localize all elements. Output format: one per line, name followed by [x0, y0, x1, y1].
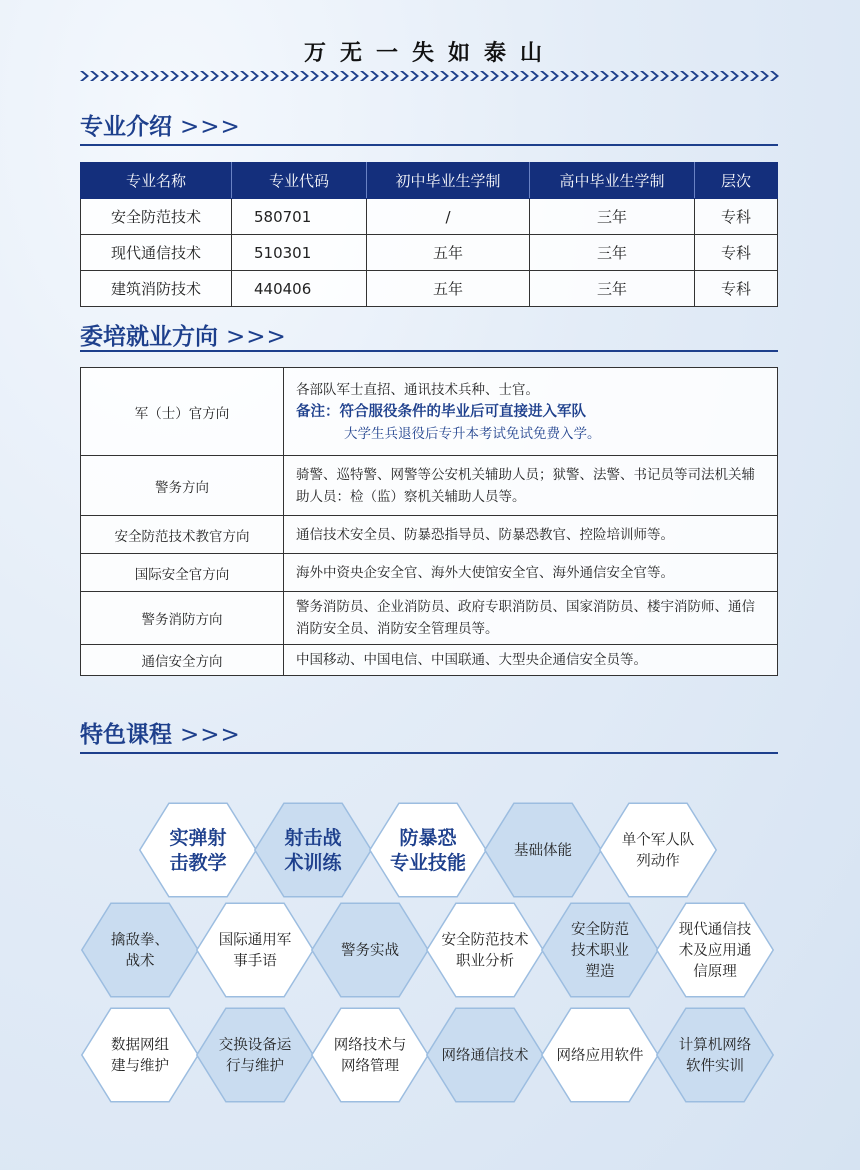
direction-desc: 通信技术安全员、防暴恐指导员、防暴恐教官、控险培训师等。	[284, 516, 778, 554]
direction-label: 军（士）官方向	[81, 368, 284, 456]
course-hex	[427, 903, 543, 997]
header-cell: 专业名称	[81, 163, 232, 199]
course-label: 网络管理	[341, 1058, 399, 1075]
course-hex	[197, 903, 313, 997]
hex-shape	[312, 1008, 428, 1102]
direction-desc: 警务消防员、企业消防员、政府专职消防员、国家消防员、楼宇消防师、通信消防安全员、消防安全管理员等。	[284, 592, 778, 645]
course-label: 软件实训	[686, 1058, 744, 1075]
course-label: 术训练	[284, 852, 342, 875]
hex-shape	[197, 1008, 313, 1102]
course-hex	[600, 803, 716, 897]
direction-label: 通信安全方向	[81, 645, 284, 676]
section-title-intro-text: 专业介绍	[80, 114, 172, 140]
course-hex	[542, 903, 658, 997]
course-label: 技术职业	[571, 943, 629, 960]
table-cell: 五年	[367, 271, 530, 307]
course-label: 网络应用软件	[556, 1048, 644, 1065]
course-label: 射击战	[284, 827, 342, 850]
hex-shape	[255, 803, 371, 897]
chevron-right-icon: >>>	[180, 114, 241, 140]
course-hex	[82, 1008, 198, 1102]
table-cell: 建筑消防技术	[81, 271, 232, 307]
chevron-right-icon: >>>	[180, 722, 241, 748]
course-label: 数据网组	[111, 1037, 169, 1054]
table-cell: 580701	[232, 199, 367, 235]
course-label: 击教学	[169, 852, 227, 875]
direction-note: 备注：符合服役条件的毕业后可直接进入军队	[296, 403, 586, 420]
course-hex	[657, 1008, 773, 1102]
table-cell: 现代通信技术	[81, 235, 232, 271]
direction-label: 国际安全官方向	[81, 554, 284, 592]
table-cell: 三年	[530, 235, 695, 271]
hex-shape	[140, 803, 256, 897]
course-hex	[370, 803, 486, 897]
table-cell: 510301	[232, 235, 367, 271]
table-cell: 三年	[530, 199, 695, 235]
direction-desc: 骑警、巡特警、网警等公安机关辅助人员；狱警、法警、书记员等司法机关辅助人员：检（监）察机关辅助人员等。	[284, 456, 778, 516]
table-cell: /	[367, 199, 530, 235]
course-label: 国际通用军	[218, 932, 292, 949]
course-label: 擒敌拳、	[111, 932, 169, 949]
course-hex	[427, 1008, 543, 1102]
course-hex	[140, 803, 256, 897]
course-label: 单个军人队	[621, 832, 695, 849]
course-hex	[255, 803, 371, 897]
table-cell: 安全防范技术	[81, 199, 232, 235]
course-label: 计算机网络	[678, 1037, 752, 1054]
course-hex	[657, 903, 773, 997]
course-label: 列动作	[636, 853, 680, 870]
direction-label: 警务方向	[81, 456, 284, 516]
course-hex	[82, 903, 198, 997]
course-label: 防暴恐	[399, 827, 457, 850]
table-cell: 440406	[232, 271, 367, 307]
hex-shape	[657, 1008, 773, 1102]
hex-shape	[197, 903, 313, 997]
course-label: 行与维护	[226, 1058, 284, 1075]
header-cell: 初中毕业生学制	[367, 163, 530, 199]
header-cell: 专业代码	[232, 163, 367, 199]
course-hex	[542, 1008, 658, 1102]
table-cell: 五年	[367, 235, 530, 271]
table-cell: 三年	[530, 271, 695, 307]
course-label: 安全防范	[571, 922, 629, 939]
hex-shape	[600, 803, 716, 897]
course-hex	[312, 1008, 428, 1102]
direction-desc: 海外中资央企安全官、海外大使馆安全官、海外通信安全官等。	[284, 554, 778, 592]
course-label: 警务实战	[341, 943, 399, 960]
table-cell: 专科	[695, 235, 778, 271]
course-label: 信原理	[693, 964, 737, 981]
header-cell: 高中毕业生学制	[530, 163, 695, 199]
course-label: 基础体能	[514, 843, 572, 860]
course-hex	[485, 803, 601, 897]
hex-shape	[82, 1008, 198, 1102]
course-label: 实弹射	[169, 827, 227, 850]
course-label: 专业技能	[389, 852, 467, 875]
header-cell: 层次	[695, 163, 778, 199]
chevron-right-icon: >>>	[226, 324, 287, 350]
course-label: 网络通信技术	[441, 1048, 529, 1065]
course-hex	[312, 903, 428, 997]
course-label: 战术	[125, 953, 155, 970]
course-label: 职业分析	[456, 953, 514, 970]
direction-desc: 中国移动、中国电信、中国联通、大型央企通信安全员等。	[284, 645, 778, 676]
section-title-directions-text: 委培就业方向	[80, 324, 218, 350]
course-label: 网络技术与	[333, 1037, 407, 1054]
course-label: 塑造	[585, 964, 615, 981]
course-label: 安全防范技术	[441, 932, 529, 949]
course-hex	[197, 1008, 313, 1102]
direction-note-sub: 大学生兵退役后专升本考试免试免费入学。	[344, 425, 601, 442]
course-label: 交换设备运	[218, 1037, 292, 1054]
motto: 万无一失如泰山	[303, 40, 556, 66]
direction-label: 警务消防方向	[81, 592, 284, 645]
course-label: 现代通信技	[678, 922, 752, 939]
hex-shape	[427, 903, 543, 997]
hex-shape	[82, 903, 198, 997]
direction-desc-text: 各部队军士直招、通讯技术兵种、士官。	[296, 381, 539, 398]
section-title-courses-text: 特色课程	[80, 722, 172, 748]
table-cell: 专科	[695, 271, 778, 307]
direction-label: 安全防范技术教官方向	[81, 516, 284, 554]
course-label: 建与维护	[111, 1058, 169, 1075]
course-label: 术及应用通	[678, 943, 752, 960]
course-label: 事手语	[233, 953, 277, 970]
hex-shape	[370, 803, 486, 897]
table-cell: 专科	[695, 199, 778, 235]
